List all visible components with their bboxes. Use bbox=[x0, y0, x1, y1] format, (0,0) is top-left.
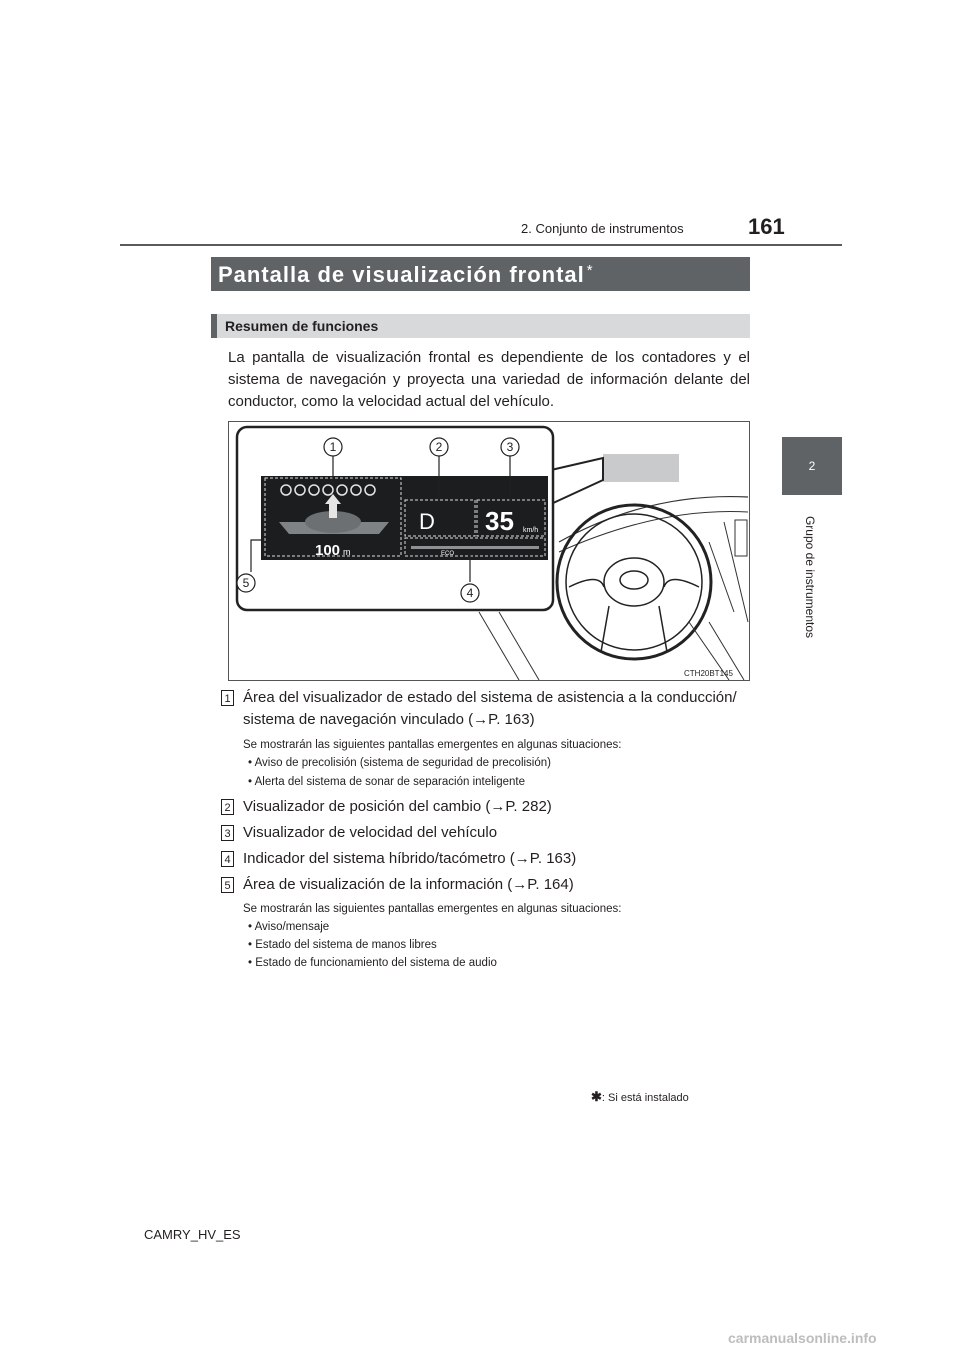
item-2: Visualizador de posición del cambio (→P. 282) bbox=[243, 798, 552, 815]
section-title bbox=[218, 262, 594, 288]
item-5: Área de visualización de la información (→P. 164) bbox=[243, 876, 574, 893]
distance-unit: m bbox=[343, 547, 351, 557]
note-2-bullet-3: • Estado de funcionamiento del sistema de audio bbox=[248, 957, 497, 969]
item-1-line-1: Área del visualizador de estado del sistema de asistencia a la conducción/ bbox=[243, 689, 737, 706]
eco-label: ECO bbox=[441, 551, 455, 557]
callout-4: 4 bbox=[466, 586, 474, 600]
callout-5: 5 bbox=[242, 576, 250, 590]
item-number-5: 5 bbox=[221, 877, 234, 893]
intro-paragraph: La pantalla de visualización frontal es dependiente de los contadores y el sistema de navegación y proyecta una variedad de información delante del conductor, como la velocidad actual del vehículo. bbox=[228, 349, 750, 410]
footnote: ✱: Si está instalado bbox=[591, 1089, 689, 1104]
speed-unit: km/h bbox=[523, 527, 539, 534]
distance-value: 100 bbox=[315, 542, 341, 559]
header-rule bbox=[120, 244, 842, 246]
note-2-bullet-1: • Aviso/mensaje bbox=[248, 921, 330, 933]
hud-figure bbox=[228, 421, 750, 681]
item-number-4: 4 bbox=[221, 851, 234, 867]
note-1: Se mostrarán las siguientes pantallas emergentes en algunas situaciones: bbox=[243, 739, 622, 751]
section-title-star: * bbox=[586, 262, 594, 279]
item-1-line-2: sistema de navegación vinculado (→P. 163) bbox=[243, 711, 535, 728]
note-1-bullet-2: • Alerta del sistema de sonar de separación inteligente bbox=[248, 776, 526, 788]
page-number: 161 bbox=[748, 214, 785, 239]
hud-illustration bbox=[229, 422, 749, 680]
callout-1: 1 bbox=[329, 440, 337, 454]
item-number-2: 2 bbox=[221, 799, 234, 815]
watermark: carmanualsonline.info bbox=[728, 1330, 877, 1346]
chapter-tab-label: Grupo de instrumentos bbox=[803, 515, 817, 639]
item-4: Indicador del sistema híbrido/tacómetro (→P. 163) bbox=[243, 850, 577, 867]
footnote-star-icon: ✱ bbox=[591, 1089, 602, 1104]
note-2-bullet-2: • Estado del sistema de manos libres bbox=[248, 939, 437, 951]
hud-projection-area bbox=[603, 454, 679, 482]
note-1-bullet-1: • Aviso de precolisión (sistema de seguridad de precolisión) bbox=[248, 757, 551, 769]
subsection-title: Resumen de funciones bbox=[225, 318, 379, 334]
speed-value: 35 bbox=[485, 506, 514, 536]
document-code: CAMRY_HV_ES bbox=[144, 1227, 241, 1242]
hybrid-indicator-bar bbox=[411, 546, 539, 549]
chapter-tab: 2 bbox=[782, 437, 842, 495]
chapter-title: 2. Conjunto de instrumentos bbox=[521, 221, 684, 236]
figure-code: CTH20BT145 bbox=[684, 669, 733, 678]
section-title-text: Pantalla de visualización frontal bbox=[218, 262, 585, 287]
callout-2: 2 bbox=[435, 440, 443, 454]
item-3: Visualizador de velocidad del vehículo bbox=[243, 824, 498, 841]
gear-position: D bbox=[419, 509, 435, 534]
note-2: Se mostrarán las siguientes pantallas emergentes en algunas situaciones: bbox=[243, 903, 622, 915]
callout-3: 3 bbox=[506, 440, 514, 454]
item-number-3: 3 bbox=[221, 825, 234, 841]
item-number-1: 1 bbox=[221, 690, 234, 706]
